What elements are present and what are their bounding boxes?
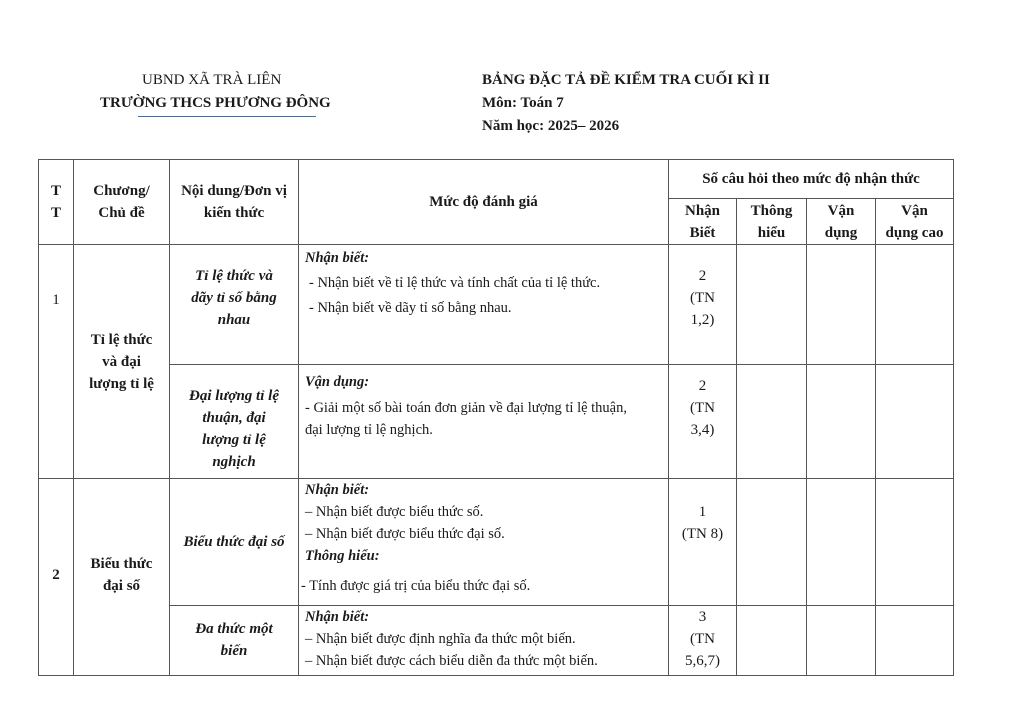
school-name: TRƯỜNG THCS PHƯƠNG ĐÔNG [100,95,331,111]
nhan-biet-count: 2 (TN 1,2) [669,245,737,365]
row-number: 2 [39,479,74,676]
thong-hieu-count [737,479,807,606]
specification-table [38,159,954,676]
header-chapter: Chương/ Chủ đề [74,160,170,245]
school-name-underline [138,116,316,117]
header-question-count: Số câu hỏi theo mức độ nhận thức [669,160,954,199]
van-dung-cao-count [876,245,954,365]
criteria-cell: Nhận biết: - Nhận biết về tỉ lệ thức và tính chất của tỉ lệ thức. - Nhận biết về dãy tỉ số bằng nhau. [299,245,669,365]
table-row [39,606,954,676]
chapter-cell: Biểu thức đại số [74,479,170,676]
thong-hieu-count [737,606,807,676]
content-cell: Biểu thức đại số [170,479,299,606]
header-van-dung: Vận dụng [807,199,876,245]
van-dung-count [807,606,876,676]
chapter-cell: Tỉ lệ thức và đại lượng tỉ lệ [74,245,170,479]
van-dung-cao-count [876,479,954,606]
header-tt: T T [39,160,74,245]
van-dung-count [807,365,876,479]
van-dung-cao-count [876,606,954,676]
document-title: BẢNG ĐẶC TẢ ĐỀ KIỂM TRA CUỐI KÌ II [482,72,770,88]
header-thong-hieu: Thông hiểu [737,199,807,245]
row-number: 1 [39,245,74,479]
nhan-biet-count: 1 (TN 8) [669,479,737,606]
header-van-dung-cao: Vận dụng cao [876,199,954,245]
criteria-cell: Nhận biết: – Nhận biết được biểu thức số. – Nhận biết được biểu thức đại số. Thông hiểu: - Tính được giá trị của biểu thức đại số. [299,479,669,606]
table-row [39,365,954,479]
content-cell: Tỉ lệ thức và dãy tỉ số bằng nhau [170,245,299,365]
content-cell: Đa thức một biến [170,606,299,676]
table-row [39,479,954,606]
van-dung-count [807,245,876,365]
header-level: Mức độ đánh giá [299,160,669,245]
thong-hieu-count [737,245,807,365]
criteria-cell: Nhận biết: – Nhận biết được định nghĩa đa thức một biến. – Nhận biết được cách biểu diễn đa thức một biến. [299,606,669,676]
nhan-biet-count: 2 (TN 3,4) [669,365,737,479]
school-district: UBND XÃ TRÀ LIÊN [142,72,282,88]
subject-label: Môn: Toán 7 [482,95,564,111]
van-dung-count [807,479,876,606]
content-cell: Đại lượng tỉ lệ thuận, đại lượng tỉ lệ nghịch [170,365,299,479]
header-content: Nội dung/Đơn vị kiến thức [170,160,299,245]
criteria-cell: Vận dụng: - Giải một số bài toán đơn giản về đại lượng tỉ lệ thuận, đại lượng tỉ lệ nghịch. [299,365,669,479]
header-nhan-biet: Nhận Biết [669,199,737,245]
school-year-label: Năm học: 2025– 2026 [482,118,620,134]
table-row [39,245,954,365]
thong-hieu-count [737,365,807,479]
nhan-biet-count: 3 (TN 5,6,7) [669,606,737,676]
van-dung-cao-count [876,365,954,479]
